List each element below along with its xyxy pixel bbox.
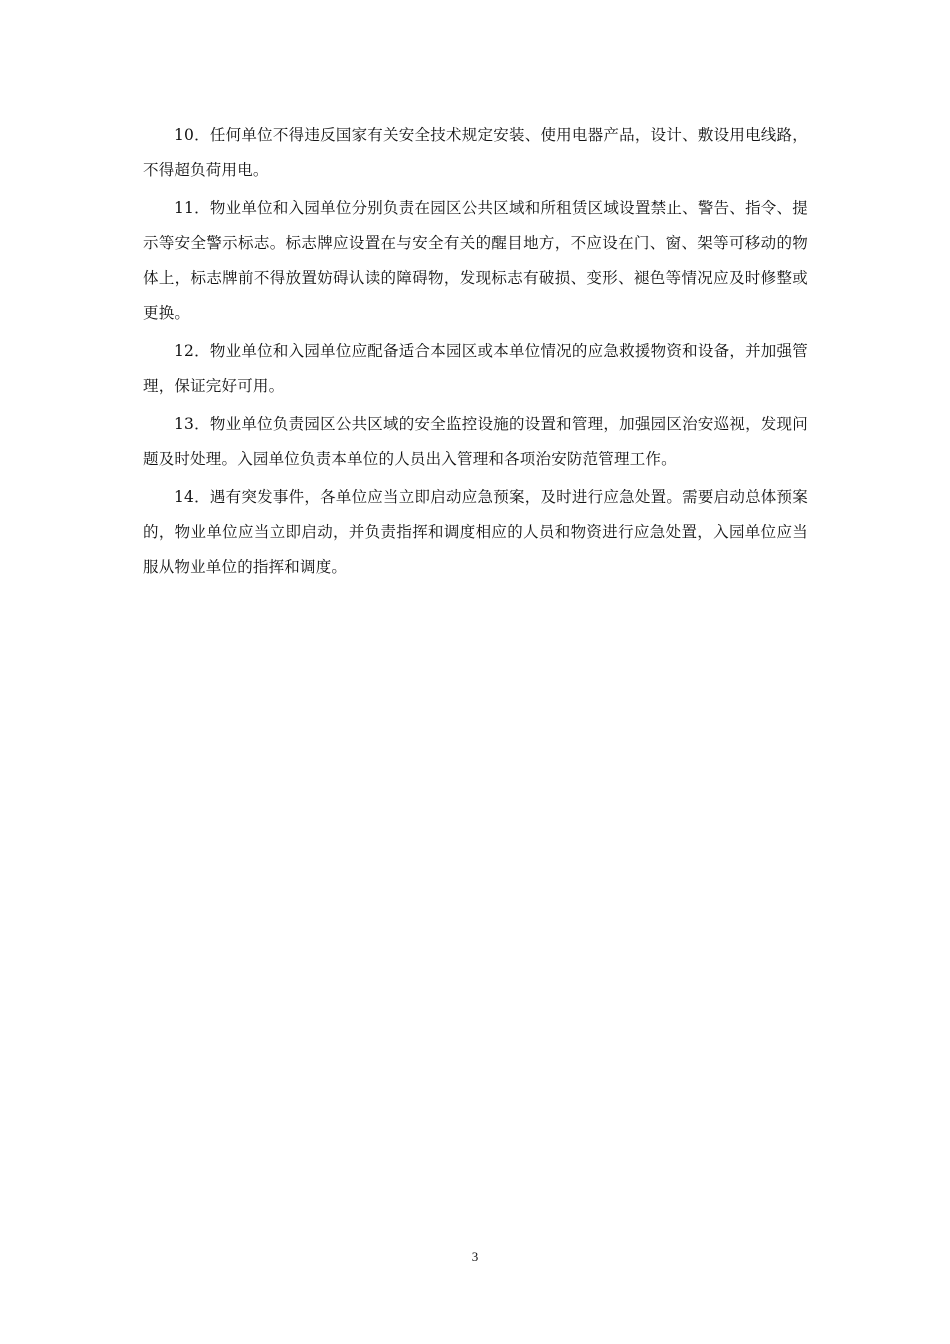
paragraph-item-13: 13．物业单位负责园区公共区域的安全监控设施的设置和管理，加强园区治安巡视，发现问题及时处理。入园单位负责本单位的人员出入管理和各项治安防范管理工作。 [143, 415, 808, 468]
document-body [143, 118, 808, 588]
paragraph-item-10: 10．任何单位不得违反国家有关安全技术规定安装、使用电器产品，设计、敷设用电线路，不得超负荷用电。 [143, 126, 808, 179]
paragraph-item-12: 12．物业单位和入园单位应配备适合本园区或本单位情况的应急救援物资和设备，并加强管理，保证完好可用。 [143, 342, 808, 395]
paragraph-item-14: 14．遇有突发事件，各单位应当立即启动应急预案，及时进行应急处置。需要启动总体预案的，物业单位应当立即启动，并负责指挥和调度相应的人员和物资进行应急处置，入园单位应当服从物业单位的指挥和调度。 [143, 488, 808, 576]
paragraph-item-11: 11．物业单位和入园单位分别负责在园区公共区域和所租赁区域设置禁止、警告、指令、提示等安全警示标志。标志牌应设置在与安全有关的醒目地方，不应设在门、窗、架等可移动的物体上，标志牌前不得放置妨碍认读的障碍物，发现标志有破损、变形、褪色等情况应及时修整或更换。 [143, 199, 808, 322]
page-number: 3 [471, 1249, 479, 1264]
